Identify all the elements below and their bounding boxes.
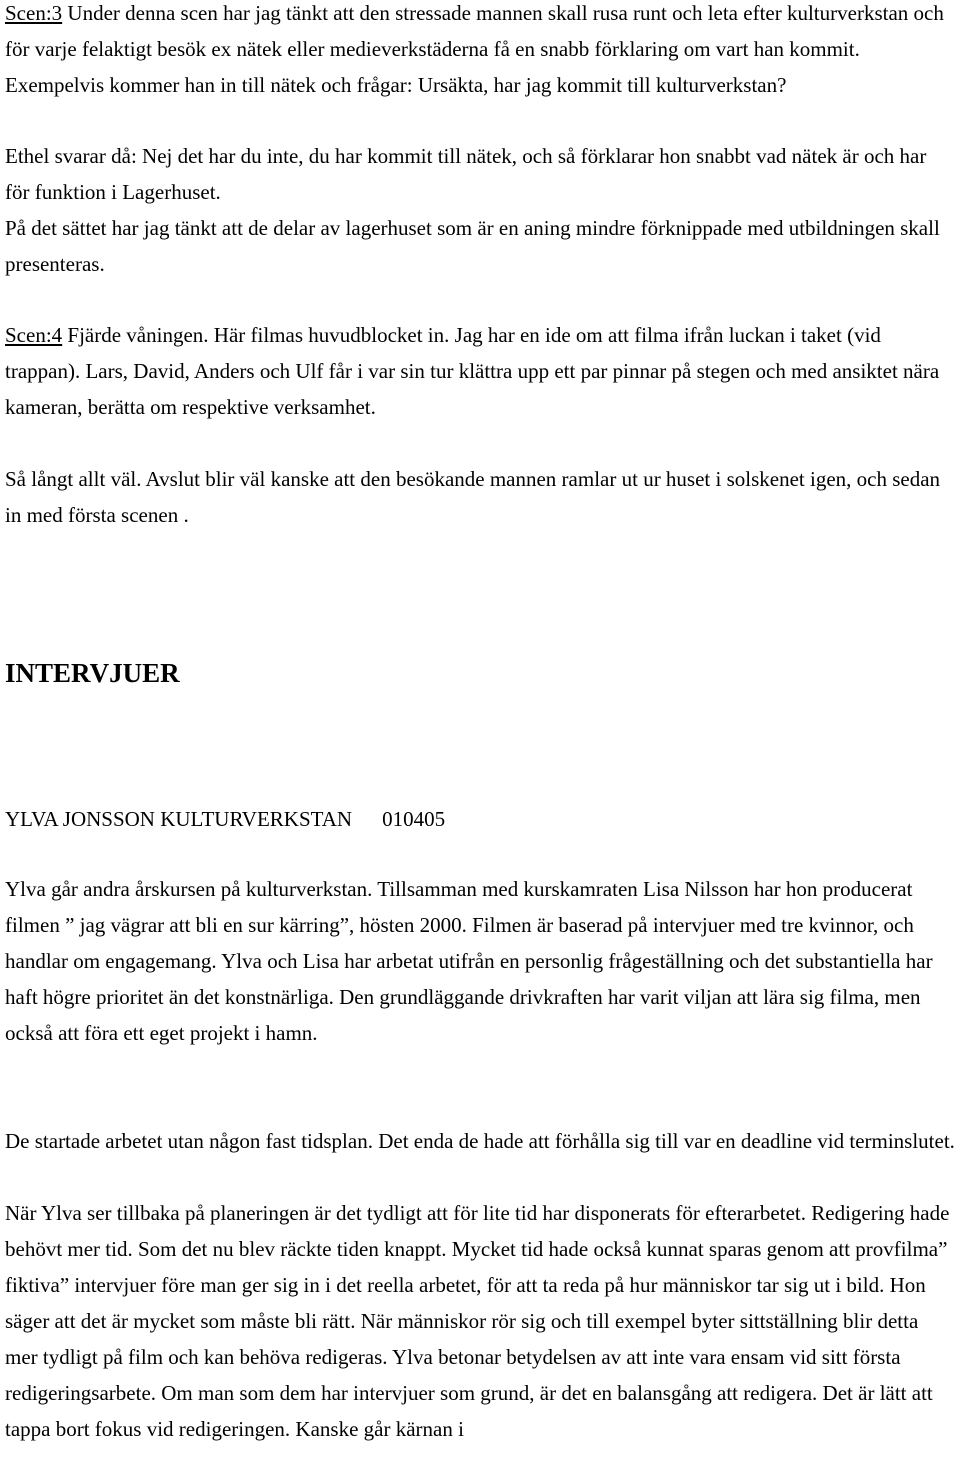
scene3-text: Under denna scen har jag tänkt att den stressade mannen skall rusa runt och leta efter kulturverkstan och för varje felaktigt besök ex nätek eller medieverkstäderna få en snabb förklaring om vart han kommit. Exempelvis kommer han in till nätek och frågar: Ursäkta, har jag kommit till kulturverkstan? [5,1,944,97]
scene4-label: Scen:4 [5,323,63,347]
ylva-paragraph-2: De startade arbetet utan någon fast tidsplan. Det enda de hade att förhålla sig till var en deadline vid terminslutet. [5,1129,955,1153]
lagerhuset-paragraph: På det sättet har jag tänkt att de delar av lagerhuset som är en aning mindre förknippade med utbildningen skall presenteras. [5,216,940,276]
scene3-label: Scen:3 [5,1,63,25]
interview-name: YLVA JONSSON KULTURVERKSTAN [5,807,353,831]
scene4-paragraph [5,317,955,425]
scene3-paragraph [5,0,955,103]
interview-date: 010405 [382,807,446,831]
scene4-text: Fjärde våningen. Här filmas huvudblocket in. Jag har en ide om att filma ifrån luckan i taket (vid trappan). Lars, David, Anders och Ulf får i var sin tur klättra upp ett par pinnar på stegen och med ansiktet nära kameran, berätta om respektive verksamhet. [5,323,940,419]
section-heading: INTERVJUER [5,658,180,688]
ylva-paragraph-3: När Ylva ser tillbaka på planeringen är det tydligt att för lite tid har disponerats för efterarbetet. Redigering hade behövt mer tid. Som det nu blev räckte tiden knappt. Mycket tid hade också kunnat sparas genom att provfilma” fiktiva” intervjuer före man ger sig in i det reella arbetet, för att ta reda på hur människor tar sig ut i bild. Hon säger att det är mycket som måste bli rätt. När människor rör sig och till exempel byter sittställning blir detta mer tydligt på film och kan behöva redigeras. Ylva betonar betydelsen av att inte vara ensam vid sitt första redigeringsarbete. Om man som dem har intervjuer som grund, är det en balansgång att redigera. Det är lätt att tappa bort fokus vid redigeringen. Kanske går kärnan i [5,1201,950,1441]
ylva-paragraph-1: Ylva går andra årskursen på kulturverkstan. Tillsamman med kurskamraten Lisa Nilsson har hon producerat filmen ” jag vägrar att bli en sur kärring”, hösten 2000. Filmen är baserad på intervjuer med tre kvinnor, och handlar om engagemang. Ylva och Lisa har arbetat utifrån en personlig frågeställning och det substantiella har haft högre prioritet än det konstnärliga. Den grundläggande drivkraften har varit viljan att lära sig filma, men också att föra ett eget projekt i hamn. [5,877,933,1045]
ethel-paragraph: Ethel svarar då: Nej det har du inte, du har kommit till nätek, och så förklarar hon snabbt vad nätek är och har för funktion i Lagerhuset. [5,144,927,204]
interview-title [5,801,445,837]
ending-paragraph: Så långt allt väl. Avslut blir väl kanske att den besökande mannen ramlar ut ur huset i solskenet igen, och sedan in med första scenen . [5,467,941,527]
